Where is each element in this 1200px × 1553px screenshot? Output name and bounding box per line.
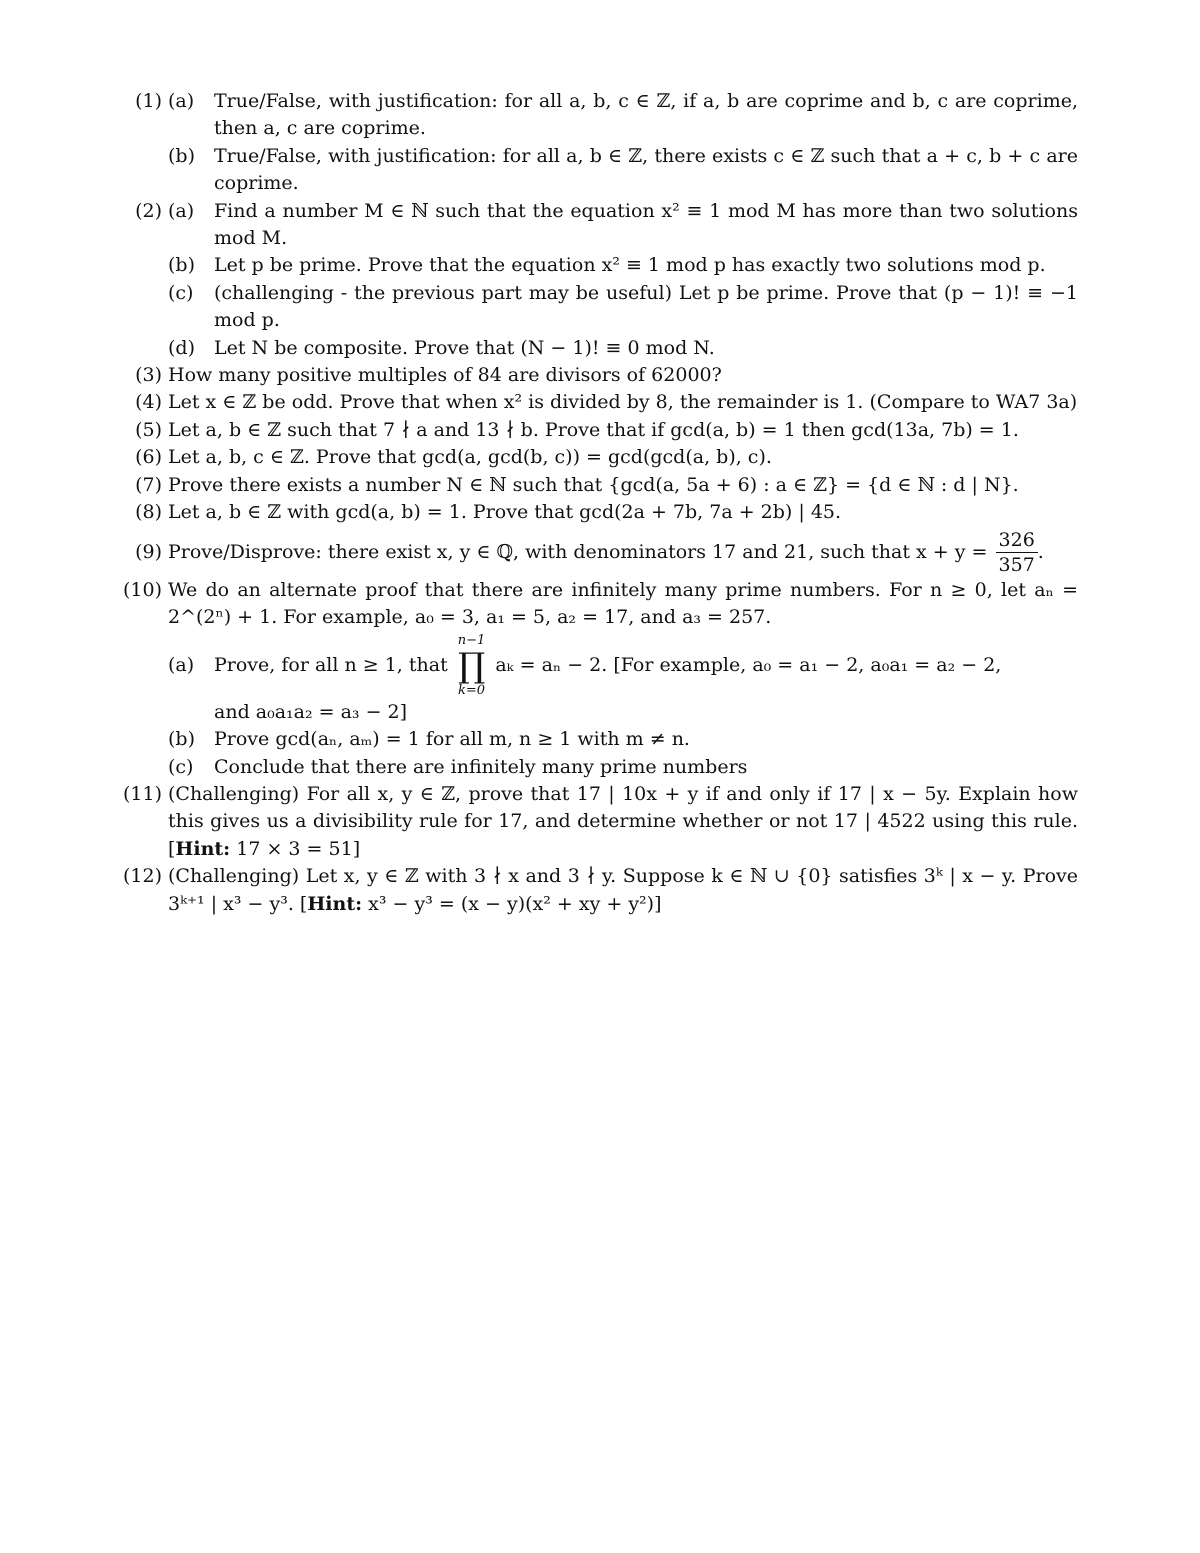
problem-number: (1) <box>135 90 162 112</box>
hint-label: Hint: <box>307 892 363 915</box>
problem-number: (10) <box>122 579 162 601</box>
problem-2a <box>168 198 1078 253</box>
problem-10 <box>112 577 1078 781</box>
problem-1 <box>112 88 1078 198</box>
part-text: Conclude that there are infinitely many prime numbers <box>214 755 748 778</box>
part-text: True/False, with justification: for all a, b ∈ ℤ, there exists c ∈ ℤ such that a + c, b + c are coprime. <box>214 144 1078 195</box>
problem-text: Let a, b ∈ ℤ with gcd(a, b) = 1. Prove that gcd(2a + 7b, 7a + 2b) | 45. <box>168 501 842 524</box>
part-label: (b) <box>168 144 195 167</box>
fraction-numerator: 326 <box>996 528 1038 553</box>
problem-2c <box>168 280 1078 335</box>
hint-label: Hint: <box>175 837 231 860</box>
hint-text: x³ − y³ = (x − y)(x² + xy + y²)] <box>368 892 662 915</box>
part-text: (challenging - the previous part may be useful) Let p be prime. Prove that (p − 1)! ≡ −1 mod p. <box>214 281 1078 332</box>
problem-text: How many positive multiples of 84 are divisors of 62000? <box>168 364 722 387</box>
problem-text: Let x ∈ ℤ be odd. Prove that when x² is divided by 8, the remainder is 1. (Compare to WA7 3a) <box>168 391 1078 414</box>
problem-number: (3) <box>135 364 162 387</box>
problem-10a <box>168 632 1078 726</box>
problem-number: (2) <box>135 199 162 222</box>
problem-number: (8) <box>135 501 162 524</box>
problem-8 <box>112 499 1078 526</box>
part-label: (b) <box>168 728 195 751</box>
product-symbol: ∏ <box>458 645 486 686</box>
problem-10-intro: We do an alternate proof that there are infinitely many prime numbers. For n ≥ 0, let aₙ = 2^(2ⁿ) + 1. For example, a₀ = 3, a₁ = 5, a₂ = 17, and a₃ = 257. <box>168 579 1078 629</box>
problem-6 <box>112 444 1078 471</box>
problem-2d <box>168 335 1078 362</box>
hint-open-bracket: [ <box>168 837 176 860</box>
problem-text: Prove/Disprove: there exist x, y ∈ ℚ, with denominators 17 and 21, such that x + y = <box>168 540 988 563</box>
problem-7 <box>112 472 1078 499</box>
problem-text: Let a, b ∈ ℤ such that 7 ∤ a and 13 ∤ b. Prove that if gcd(a, b) = 1 then gcd(13a, 7b) = 1. <box>168 418 1019 441</box>
problem-12 <box>112 863 1078 918</box>
problem-3 <box>112 362 1078 389</box>
part-label: (b) <box>168 254 195 277</box>
part-text-before: Prove, for all n ≥ 1, that <box>214 653 448 676</box>
part-label: (c) <box>168 755 194 778</box>
product-lower-limit: k=0 <box>458 682 486 698</box>
part-label: (a) <box>168 653 195 676</box>
part-text: Let p be prime. Prove that the equation x² ≡ 1 mod p has exactly two solutions mod p. <box>214 254 1046 277</box>
part-text: Let N be composite. Prove that (N − 1)! ≡ 0 mod N. <box>214 336 715 359</box>
problem-list <box>112 88 1078 918</box>
problem-2b <box>168 252 1078 279</box>
hint-text: 17 × 3 = 51] <box>236 837 361 860</box>
problem-text: (Challenging) Let x, y ∈ ℤ with 3 ∤ x and 3 ∤ y. Suppose k ∈ ℕ ∪ {0} satisfies 3ᵏ | x − y. Prove 3ᵏ⁺¹ | x³ − y³. <box>168 865 1078 915</box>
problem-9 <box>112 527 1078 578</box>
fraction-denominator: 357 <box>998 554 1035 576</box>
part-label: (d) <box>168 336 195 359</box>
problem-10b <box>168 726 1078 753</box>
part-label: (c) <box>168 281 194 304</box>
problem-4 <box>112 389 1078 416</box>
problem-2 <box>112 198 1078 362</box>
problem-1a <box>168 88 1078 143</box>
problem-number: (9) <box>135 540 162 563</box>
part-label: (a) <box>168 90 195 112</box>
problem-number: (7) <box>135 473 162 496</box>
problem-text: Let a, b, c ∈ ℤ. Prove that gcd(a, gcd(b, c)) = gcd(gcd(a, b), c). <box>168 446 772 469</box>
problem-tail: . <box>1037 540 1044 563</box>
problem-11 <box>112 781 1078 863</box>
problem-number: (4) <box>135 391 162 414</box>
problem-5 <box>112 417 1078 444</box>
part-text: Find a number M ∈ ℕ such that the equation x² ≡ 1 mod M has more than two solutions mod M. <box>214 199 1078 250</box>
problem-text: (Challenging) For all x, y ∈ ℤ, prove that 17 | 10x + y if and only if 17 | x − 5y. Explain how this gives us a divisibility rule for 17, and determine whether or not 17 | 4522 using this rule. <box>168 783 1078 833</box>
problem-number: (12) <box>122 865 162 888</box>
problem-10c <box>168 754 1078 781</box>
part-text: Prove gcd(aₙ, aₘ) = 1 for all m, n ≥ 1 with m ≠ n. <box>214 728 690 751</box>
part-text: True/False, with justification: for all a, b, c ∈ ℤ, if a, b are coprime and b, c are coprime, then a, c are coprime. <box>214 90 1078 140</box>
part-text-continued: and a₀a₁a₂ = a₃ − 2] <box>214 700 408 723</box>
problem-text: Prove there exists a number N ∈ ℕ such that {gcd(a, 5a + 6) : a ∈ ℤ} = {d ∈ ℕ : d | N}. <box>168 473 1019 496</box>
problem-number: (5) <box>135 418 162 441</box>
product-upper-limit: n−1 <box>457 632 486 648</box>
problem-number: (11) <box>122 783 162 806</box>
problem-1b <box>168 143 1078 198</box>
part-text-after: aₖ = aₙ − 2. [For example, a₀ = a₁ − 2, a₀a₁ = a₂ − 2, <box>495 653 1002 676</box>
part-label: (a) <box>168 199 195 222</box>
fraction <box>996 528 1038 577</box>
hint-open-bracket: [ <box>299 892 308 915</box>
product-operator <box>458 633 486 699</box>
problem-number: (6) <box>135 446 162 469</box>
